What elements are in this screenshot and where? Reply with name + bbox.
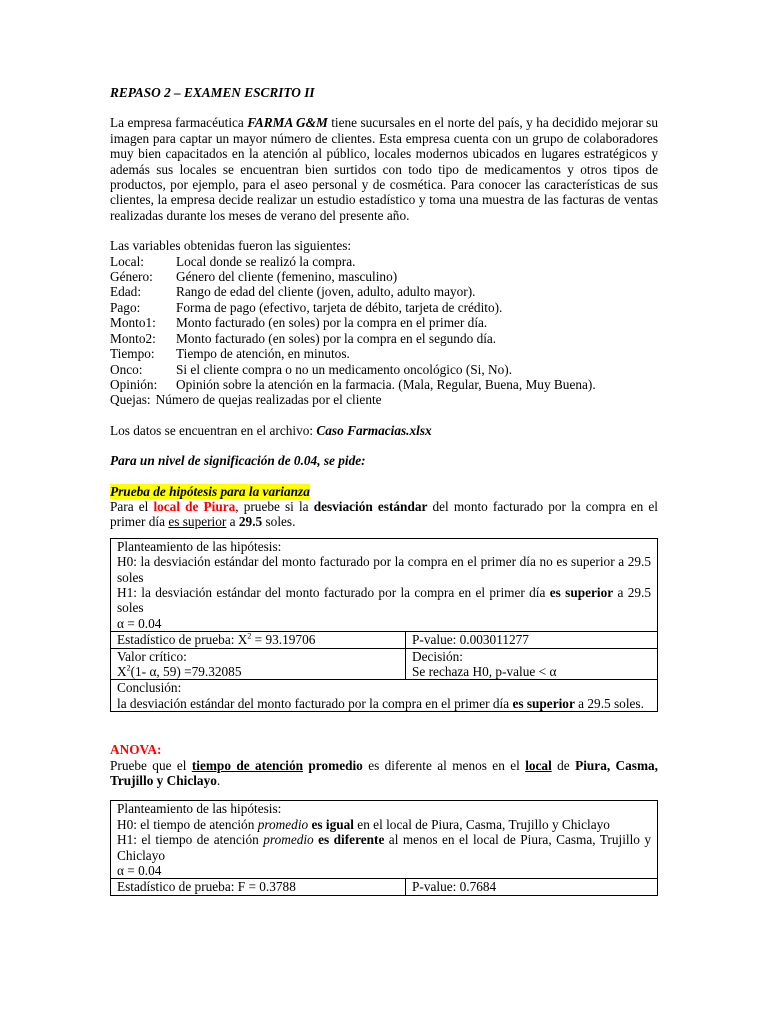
stat-superscript: 2 bbox=[247, 631, 252, 641]
anova-h0 bbox=[117, 817, 651, 832]
section2-instruction bbox=[110, 758, 658, 789]
variable-row bbox=[110, 254, 658, 269]
hypothesis-label: Planteamiento de las hipótesis: bbox=[117, 538, 282, 554]
variable-key: Tiempo: bbox=[110, 346, 155, 362]
s2-promedio: promedio bbox=[308, 757, 363, 773]
h1-emph: es superior bbox=[549, 584, 614, 600]
variable-desc: Si el cliente compra o no un medicamento oncológico (Si, No). bbox=[176, 361, 513, 377]
variable-desc: Número de quejas realizadas por el cliente bbox=[155, 392, 382, 408]
section2-heading-text: ANOVA: bbox=[110, 742, 162, 758]
conclusion-label: Conclusión: bbox=[117, 680, 182, 696]
h0-italic: promedio bbox=[257, 816, 309, 832]
variable-row bbox=[110, 269, 658, 284]
variable-desc: Género del cliente (femenino, masculino) bbox=[176, 269, 398, 285]
data-file-line bbox=[110, 423, 658, 438]
brand-name: FARMA G&M bbox=[247, 115, 328, 131]
variable-key: Monto1: bbox=[110, 315, 156, 331]
variable-row bbox=[110, 284, 658, 299]
decision-label: Decisión: bbox=[412, 648, 463, 664]
variable-row bbox=[110, 362, 658, 377]
data-file-label: Los datos se encuentran en el archivo: bbox=[110, 422, 317, 438]
anova-hypothesis-label: Planteamiento de las hipótesis: bbox=[117, 801, 282, 817]
section1-heading bbox=[110, 484, 658, 499]
variable-key: Monto2: bbox=[110, 330, 156, 346]
h0-emph: es igual bbox=[311, 816, 354, 832]
s1-desviacion: desviación estándar bbox=[313, 498, 428, 514]
s2-locales: Piura, Casma, Trujillo y Chiclayo bbox=[110, 757, 659, 789]
s2-text: Pruebe que el bbox=[110, 757, 192, 773]
variable-row bbox=[110, 331, 658, 346]
intro-paragraph bbox=[110, 115, 658, 223]
variance-test-table bbox=[110, 538, 658, 712]
conclusion-cell bbox=[111, 680, 658, 712]
s1-value: 29.5 bbox=[238, 514, 263, 530]
section1-instruction bbox=[110, 499, 658, 530]
h0-statement: H0: la desviación estándar del monto facturado por la compra en el primer día no es superior a 29.5 soles bbox=[117, 554, 651, 585]
s1-text: a bbox=[226, 514, 239, 530]
h1-text: a 29.5 soles bbox=[117, 584, 651, 616]
h1-text: H1: la desviación estándar del monto facturado por la compra en el primer día bbox=[117, 584, 550, 600]
stat-value: = 93.19706 bbox=[251, 632, 316, 648]
crit-text: X bbox=[117, 664, 127, 679]
variable-desc: Rango de edad del cliente (joven, adulto, adulto mayor). bbox=[176, 284, 476, 300]
variable-key: Género: bbox=[110, 269, 153, 285]
s1-local-piura: local de Piura bbox=[153, 498, 236, 514]
h1-text: al menos en el local de Piura, Casma, Trujillo y Chiclayo bbox=[117, 832, 652, 863]
significance-line: Para un nivel de significación de 0.04, se pide: bbox=[110, 453, 366, 469]
variable-key: Edad: bbox=[110, 284, 142, 300]
p-value-cell: P-value: 0.003011277 bbox=[406, 632, 658, 648]
s1-text: Para el bbox=[110, 498, 154, 514]
decision-cell bbox=[406, 648, 658, 680]
variable-key: Opinión: bbox=[110, 376, 158, 392]
s1-es-superior: es superior bbox=[168, 514, 227, 530]
anova-h1 bbox=[117, 832, 651, 863]
conclusion-text bbox=[117, 696, 651, 711]
variable-key: Pago: bbox=[110, 299, 141, 315]
s2-local: local bbox=[525, 757, 552, 773]
variable-desc: Forma de pago (efectivo, tarjeta de débito, tarjeta de crédito). bbox=[176, 299, 503, 315]
crit-text: (1- α, 59) =79.32085 bbox=[130, 664, 242, 679]
s2-text: es diferente al menos en el bbox=[362, 757, 526, 773]
anova-hypothesis-cell bbox=[111, 801, 658, 879]
document-title: REPASO 2 – EXAMEN ESCRITO II bbox=[110, 85, 315, 100]
h1-italic: promedio bbox=[263, 832, 314, 848]
concl-text: la desviación estándar del monto facturado por la compra en el primer día bbox=[117, 695, 513, 711]
variable-desc: Monto facturado (en soles) por la compra en el primer día. bbox=[176, 315, 488, 331]
h1-statement bbox=[117, 585, 651, 616]
data-file-name: Caso Farmacias.xlsx bbox=[316, 422, 432, 438]
h0-text: en el local de Piura, Casma, Trujillo y Chiclayo bbox=[353, 816, 610, 832]
s2-text: . bbox=[216, 773, 221, 789]
concl-text: a 29.5 soles. bbox=[574, 695, 644, 711]
critical-value bbox=[117, 664, 399, 679]
variable-row bbox=[110, 346, 658, 361]
s1-text: del monto facturado por la compra en el primer día bbox=[110, 498, 658, 530]
h1-emph: es diferente bbox=[318, 832, 385, 848]
anova-table bbox=[110, 800, 658, 895]
variable-row bbox=[110, 300, 658, 315]
decision-value: Se rechaza H0, p-value < α bbox=[412, 664, 557, 679]
intro-text-rest: tiene sucursales en el norte del país, y ha decidido mejorar su imagen para captar un mayor número de clientes. Esta empresa cuenta con un grupo de colaboradores muy bien capacitados en la atención al público, locales modernos ubicados en lugares estratégicos y además sus locales se encuentran bien surtidos con todo tipo de medicamentos y otros tipos de productos, por ejemplo, para el aseo personal y de cosmética. Para conocer las características de sus clientes, la empresa decide realizar un estudio estadístico y toma una muestra de las facturas de ventas realizadas durante los meses de verano del presente año. bbox=[110, 115, 658, 223]
s1-text: , pruebe si la bbox=[235, 498, 314, 514]
variable-row bbox=[110, 377, 658, 392]
s1-text: soles. bbox=[262, 514, 296, 530]
variables-list bbox=[110, 254, 658, 393]
hypothesis-cell bbox=[111, 538, 658, 631]
intro-text-start: La empresa farmacéutica bbox=[110, 115, 248, 131]
anova-statistic-cell: Estadístico de prueba: F = 0.3788 bbox=[111, 879, 406, 895]
document-body bbox=[110, 85, 658, 896]
variable-desc: Monto facturado (en soles) por la compra en el segundo día. bbox=[176, 330, 497, 346]
h1-text: H1: el tiempo de atención bbox=[117, 832, 264, 848]
test-statistic-cell bbox=[111, 632, 406, 648]
anova-alpha: α = 0.04 bbox=[117, 863, 162, 879]
variable-desc: Tiempo de atención, en minutos. bbox=[176, 346, 350, 362]
s2-text: de bbox=[551, 757, 576, 773]
critical-label: Valor crítico: bbox=[117, 648, 187, 664]
variable-desc: Opinión sobre la atención en la farmacia. (Mala, Regular, Buena, Muy Buena). bbox=[176, 376, 596, 392]
h0-text: H0: el tiempo de atención bbox=[117, 816, 258, 832]
concl-emph: es superior bbox=[512, 695, 575, 711]
variable-key: Local: bbox=[110, 253, 144, 269]
variable-row-quejas bbox=[110, 392, 658, 407]
section2-heading bbox=[110, 742, 658, 757]
crit-superscript: 2 bbox=[126, 663, 131, 673]
variable-key: Onco: bbox=[110, 361, 143, 377]
critical-value-cell bbox=[111, 648, 406, 680]
anova-p-value-cell: P-value: 0.7684 bbox=[406, 879, 658, 895]
variable-row bbox=[110, 315, 658, 330]
stat-text: Estadístico de prueba: X bbox=[117, 632, 248, 648]
s2-tiempo: tiempo de atención bbox=[191, 757, 304, 773]
alpha-value: α = 0.04 bbox=[117, 615, 162, 631]
section1-heading-text: Prueba de hipótesis para la varianza bbox=[110, 483, 310, 499]
variable-key: Quejas: bbox=[110, 392, 151, 408]
variables-heading: Las variables obtenidas fueron las siguientes: bbox=[110, 238, 352, 254]
variable-desc: Local donde se realizó la compra. bbox=[176, 253, 356, 269]
